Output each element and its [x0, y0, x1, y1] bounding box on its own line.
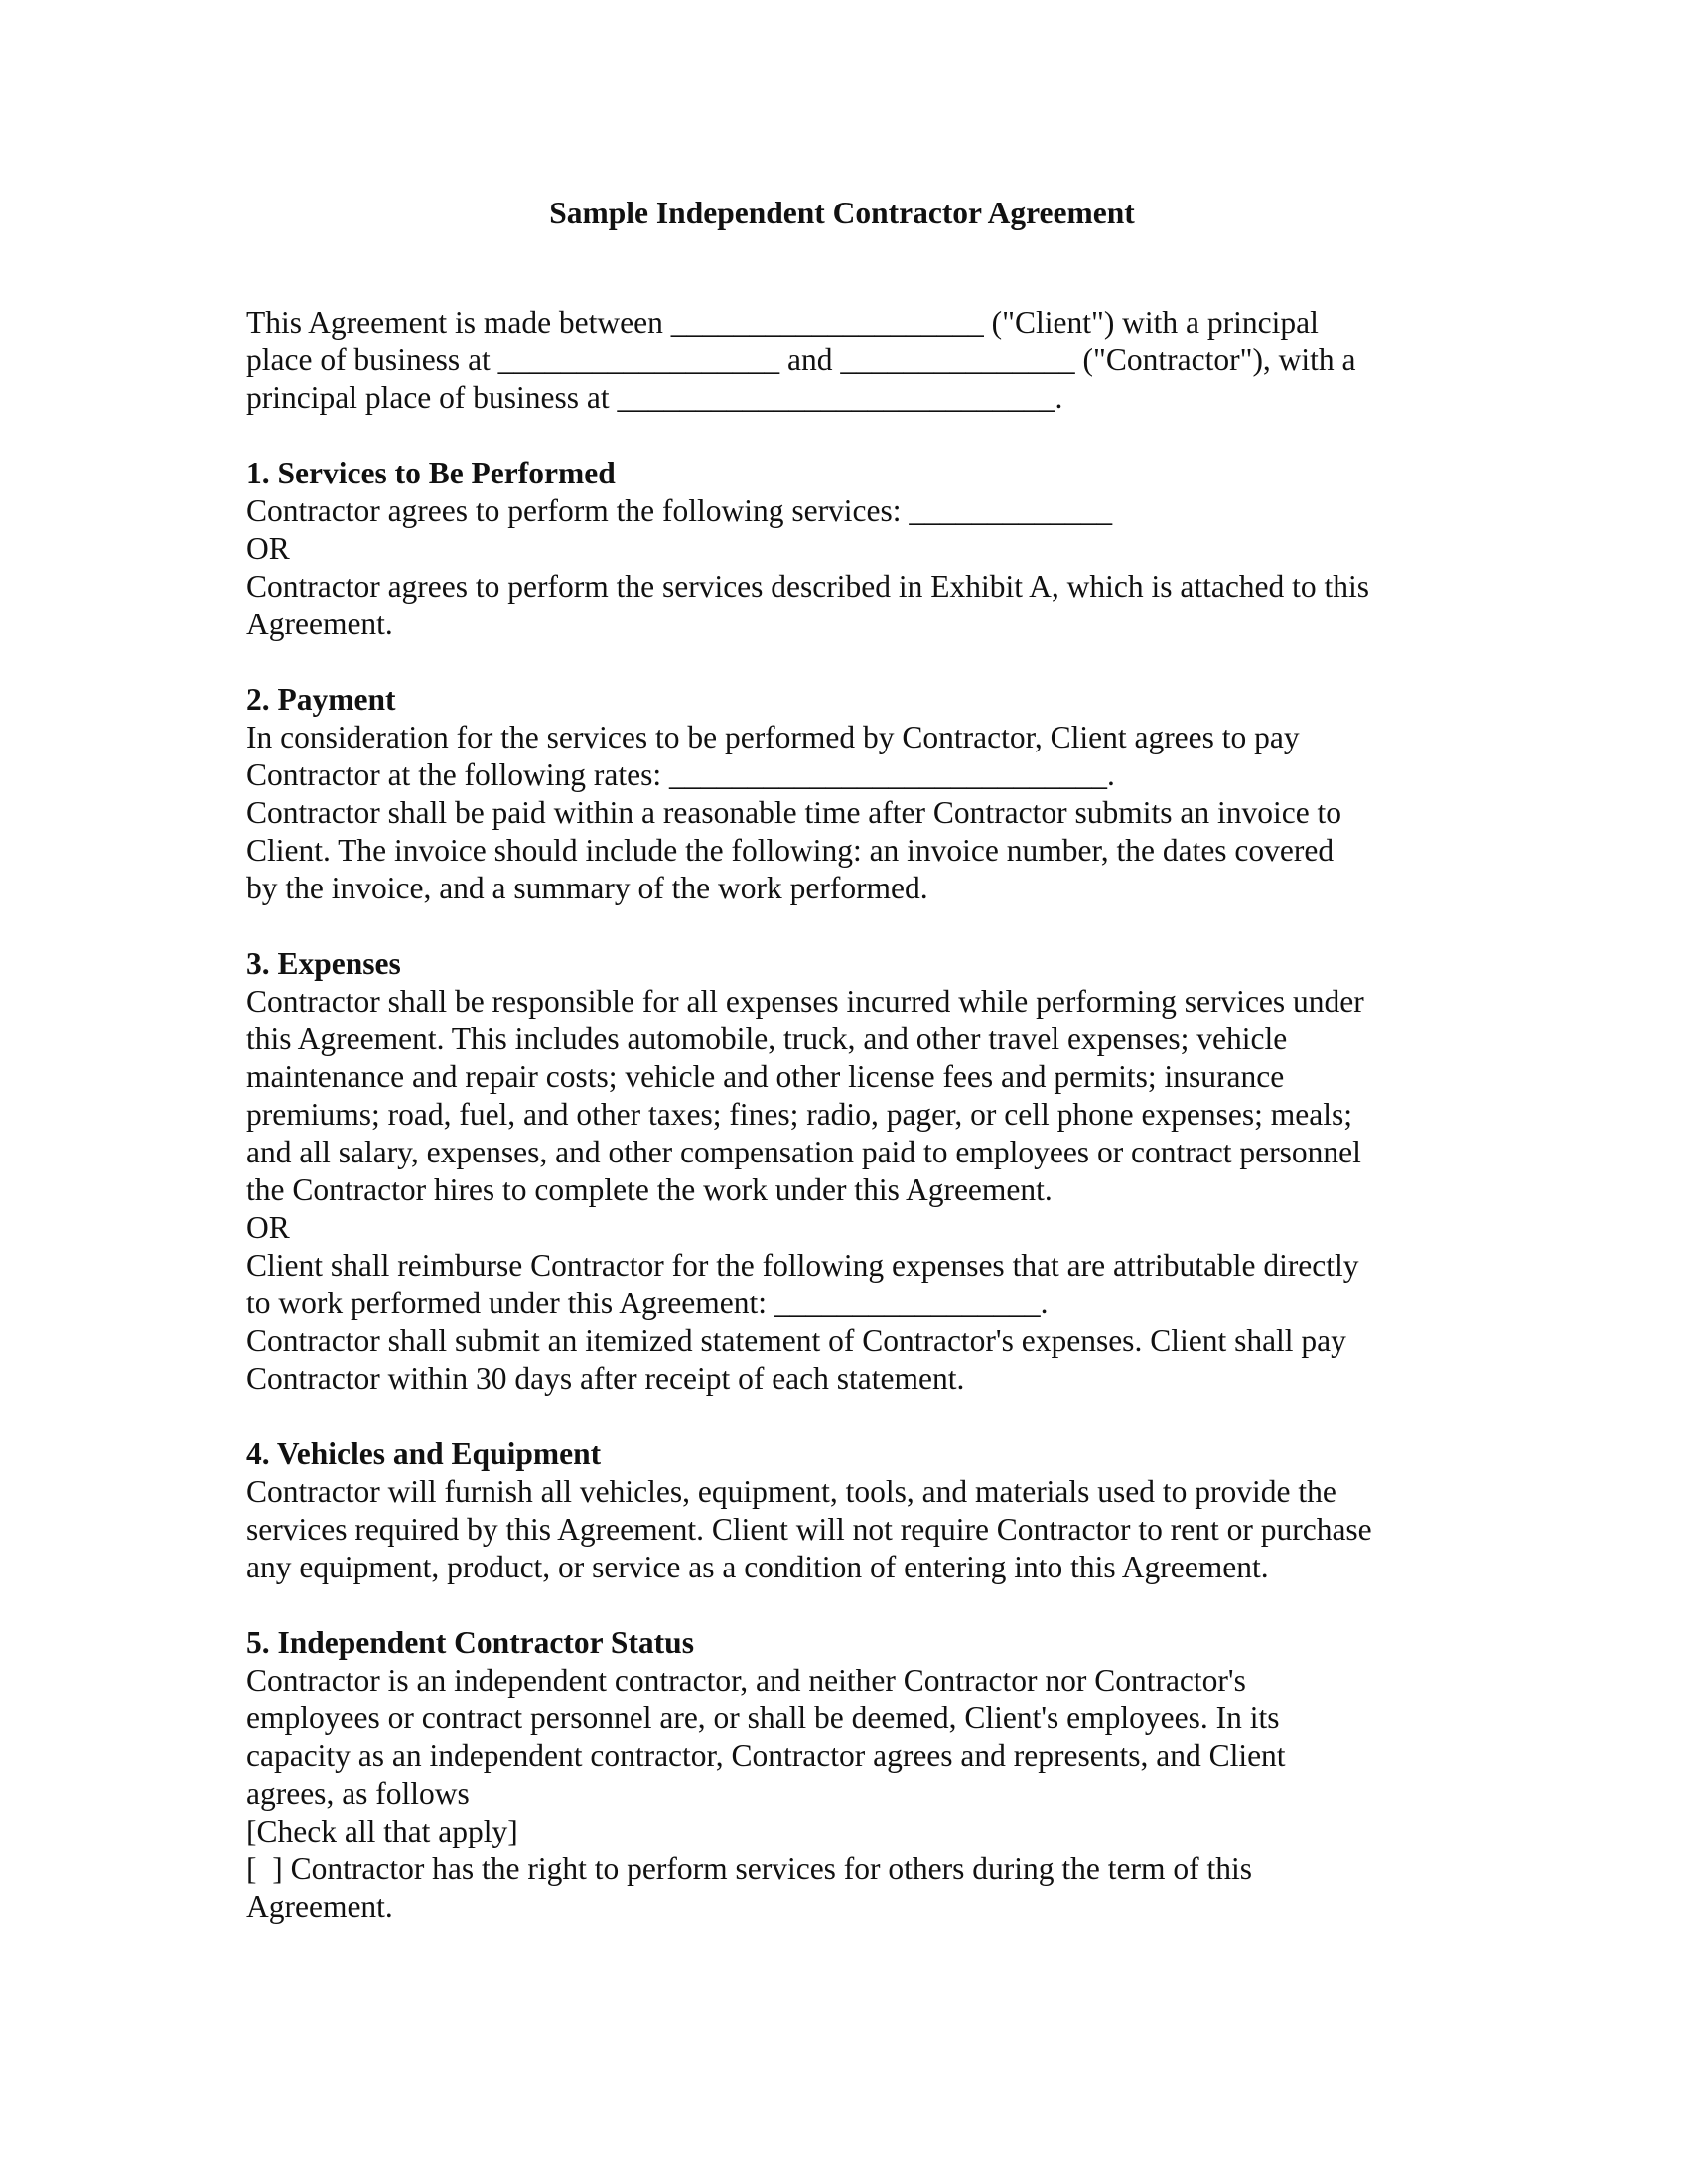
spacer [246, 907, 1458, 945]
section-line: OR [246, 531, 290, 566]
intro-line: principal place of business at ____________________________. [246, 380, 1063, 415]
section-line: to work performed under this Agreement: _________________. [246, 1286, 1049, 1320]
section-line: employees or contract personnel are, or shall be deemed, Client's employees. In its [246, 1701, 1280, 1735]
section-line: Agreement. [246, 607, 393, 641]
section-line: Contractor at the following rates: ____________________________. [246, 757, 1115, 792]
section-services [246, 455, 1458, 643]
section-payment [246, 681, 1458, 907]
spacer [246, 643, 1458, 681]
section-line: Contractor will furnish all vehicles, equipment, tools, and materials used to provide the [246, 1474, 1336, 1509]
section-line: this Agreement. This includes automobile, truck, and other travel expenses; vehicle [246, 1022, 1288, 1056]
section-line: capacity as an independent contractor, Contractor agrees and represents, and Client [246, 1738, 1286, 1773]
section-line: by the invoice, and a summary of the work performed. [246, 871, 928, 905]
section-line: [Check all that apply] [246, 1814, 518, 1848]
section-heading: 2. Payment [246, 682, 396, 717]
section-line: premiums; road, fuel, and other taxes; fines; radio, pager, or cell phone expenses; meals; [246, 1097, 1353, 1132]
intro-paragraph [246, 304, 1458, 417]
section-line: Client. The invoice should include the following: an invoice number, the dates covered [246, 833, 1335, 868]
document-title: Sample Independent Contractor Agreement [549, 196, 1135, 230]
section-line: OR [246, 1210, 290, 1245]
section-contractor-status [246, 1624, 1458, 1926]
section-line: the Contractor hires to complete the work under this Agreement. [246, 1172, 1053, 1207]
checkbox-item[interactable]: [ ] Contractor has the right to perform services for others during the term of this [246, 1851, 1252, 1886]
section-heading: 5. Independent Contractor Status [246, 1625, 694, 1660]
section-line: services required by this Agreement. Client will not require Contractor to rent or purchase [246, 1512, 1372, 1547]
intro-line: This Agreement is made between ____________________ ("Client") with a principal [246, 305, 1319, 340]
section-line: Contractor shall be responsible for all expenses incurred while performing services under [246, 984, 1364, 1019]
section-heading: 1. Services to Be Performed [246, 456, 616, 490]
section-heading: 4. Vehicles and Equipment [246, 1436, 602, 1471]
section-line: any equipment, product, or service as a condition of entering into this Agreement. [246, 1550, 1269, 1584]
section-line: Contractor shall submit an itemized statement of Contractor's expenses. Client shall pay [246, 1323, 1346, 1358]
section-line: Contractor shall be paid within a reasonable time after Contractor submits an invoice to [246, 795, 1342, 830]
spacer [246, 417, 1458, 455]
section-line: In consideration for the services to be performed by Contractor, Client agrees to pay [246, 720, 1300, 754]
spacer [246, 1398, 1458, 1435]
section-heading: 3. Expenses [246, 946, 401, 981]
document-page [246, 195, 1458, 1926]
section-line: agrees, as follows [246, 1776, 470, 1811]
section-line: Contractor agrees to perform the following services: _____________ [246, 493, 1113, 528]
section-line: maintenance and repair costs; vehicle and other license fees and permits; insurance [246, 1059, 1285, 1094]
section-line: Contractor is an independent contractor, and neither Contractor nor Contractor's [246, 1663, 1246, 1698]
section-line: Contractor within 30 days after receipt of each statement. [246, 1361, 965, 1396]
intro-line: place of business at __________________ and _______________ ("Contractor"), with a [246, 342, 1356, 377]
section-line: Client shall reimburse Contractor for the following expenses that are attributable directly [246, 1248, 1359, 1283]
section-line: Agreement. [246, 1889, 393, 1924]
section-vehicles-equipment [246, 1435, 1458, 1586]
section-line: Contractor agrees to perform the services described in Exhibit A, which is attached to this [246, 569, 1370, 604]
spacer [246, 1586, 1458, 1624]
section-expenses [246, 945, 1458, 1398]
section-line: and all salary, expenses, and other compensation paid to employees or contract personnel [246, 1135, 1361, 1169]
